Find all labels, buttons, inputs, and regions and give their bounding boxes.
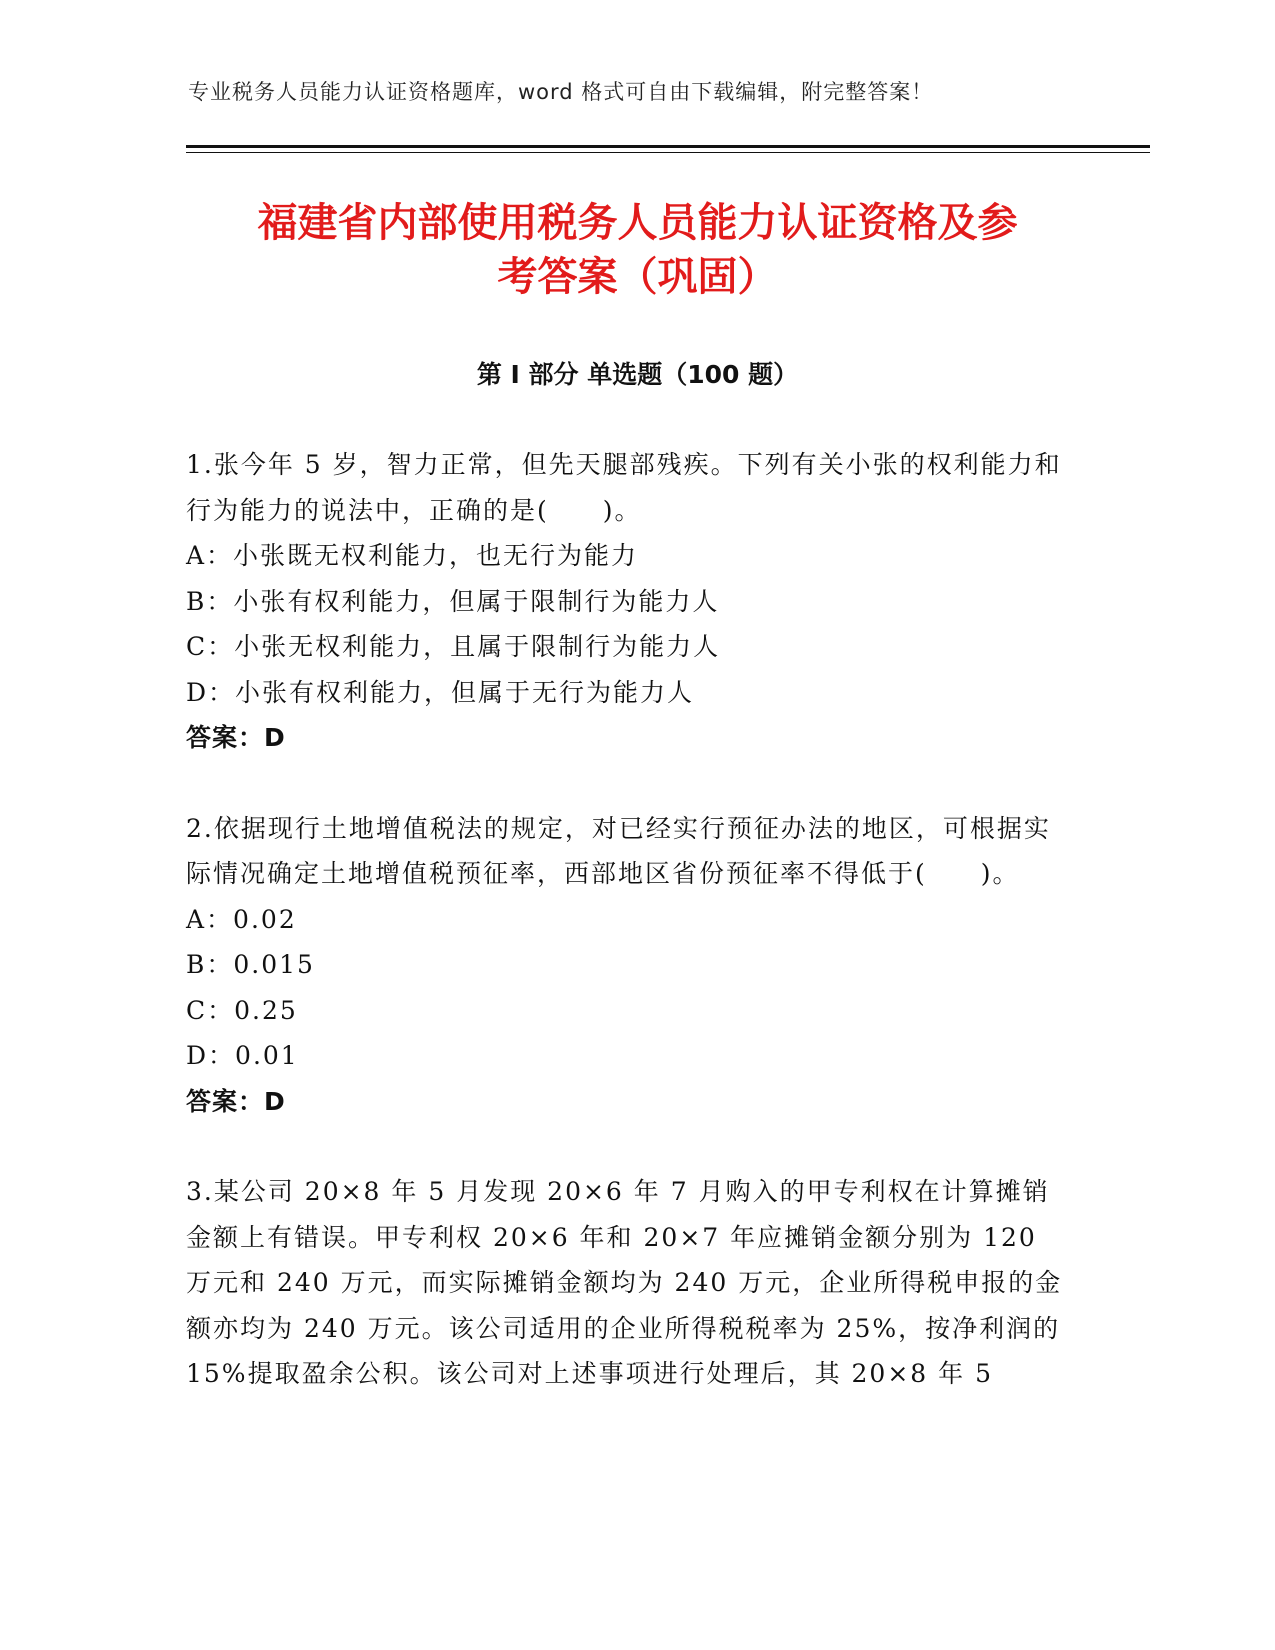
answer: 答案：D (186, 1086, 286, 1116)
question-text: 1.张今年 5 岁，智力正常，但先天腿部残疾。下列有关小张的权利能力和行为能力的说法中，正确的是( )。 (186, 450, 1062, 525)
question-3 (186, 1169, 1066, 1397)
question-2 (186, 806, 1066, 1125)
question-text: 2.依据现行土地增值税法的规定，对已经实行预征办法的地区，可根据实际情况确定土地增值税预征率，西部地区省份预征率不得低于( )。 (186, 813, 1051, 888)
option-a: A：0.02 (186, 904, 297, 934)
option-d: D：小张有权利能力，但属于无行为能力人 (186, 677, 695, 707)
option-b: B：小张有权利能力，但属于限制行为能力人 (186, 586, 720, 616)
question-1 (186, 442, 1066, 761)
option-d: D：0.01 (186, 1041, 299, 1070)
document-title-line-1: 福建省内部使用税务人员能力认证资格及参 (257, 200, 1018, 246)
question-list (186, 442, 1066, 1442)
answer: 答案：D (186, 723, 286, 752)
question-text: 3.某公司 20×8 年 5 月发现 20×6 年 7 月购入的甲专利权在计算摊销金额上有错误。甲专利权 20×6 年和 20×7 年应摊销金额分别为 120 万元和 240 万元，而实际摊销金额均为 240 万元，企业所得税申报的金额亦均为 240 万元。该公司适用的企业所得税税率为 25%，按净利润的 15%提取盈余公积。该公司对上述事项进行处理后，其 20×8 年 5 (186, 1177, 1063, 1388)
header-rule-thick (186, 145, 1150, 148)
option-c: C：0.25 (186, 995, 298, 1025)
document-title-line-2: 考答案（巩固） (497, 254, 778, 300)
document-title (186, 196, 1089, 304)
section-title: 第 I 部分 单选题（100 题） (476, 360, 799, 389)
header-rule-thin (186, 152, 1150, 153)
option-b: B：0.015 (186, 950, 315, 979)
option-c: C：小张无权利能力，且属于限制行为能力人 (186, 632, 721, 661)
option-a: A：小张既无权利能力，也无行为能力 (186, 541, 639, 570)
page-header: 专业税务人员能力认证资格题库，word 格式可自由下载编辑，附完整答案！ (188, 80, 934, 104)
